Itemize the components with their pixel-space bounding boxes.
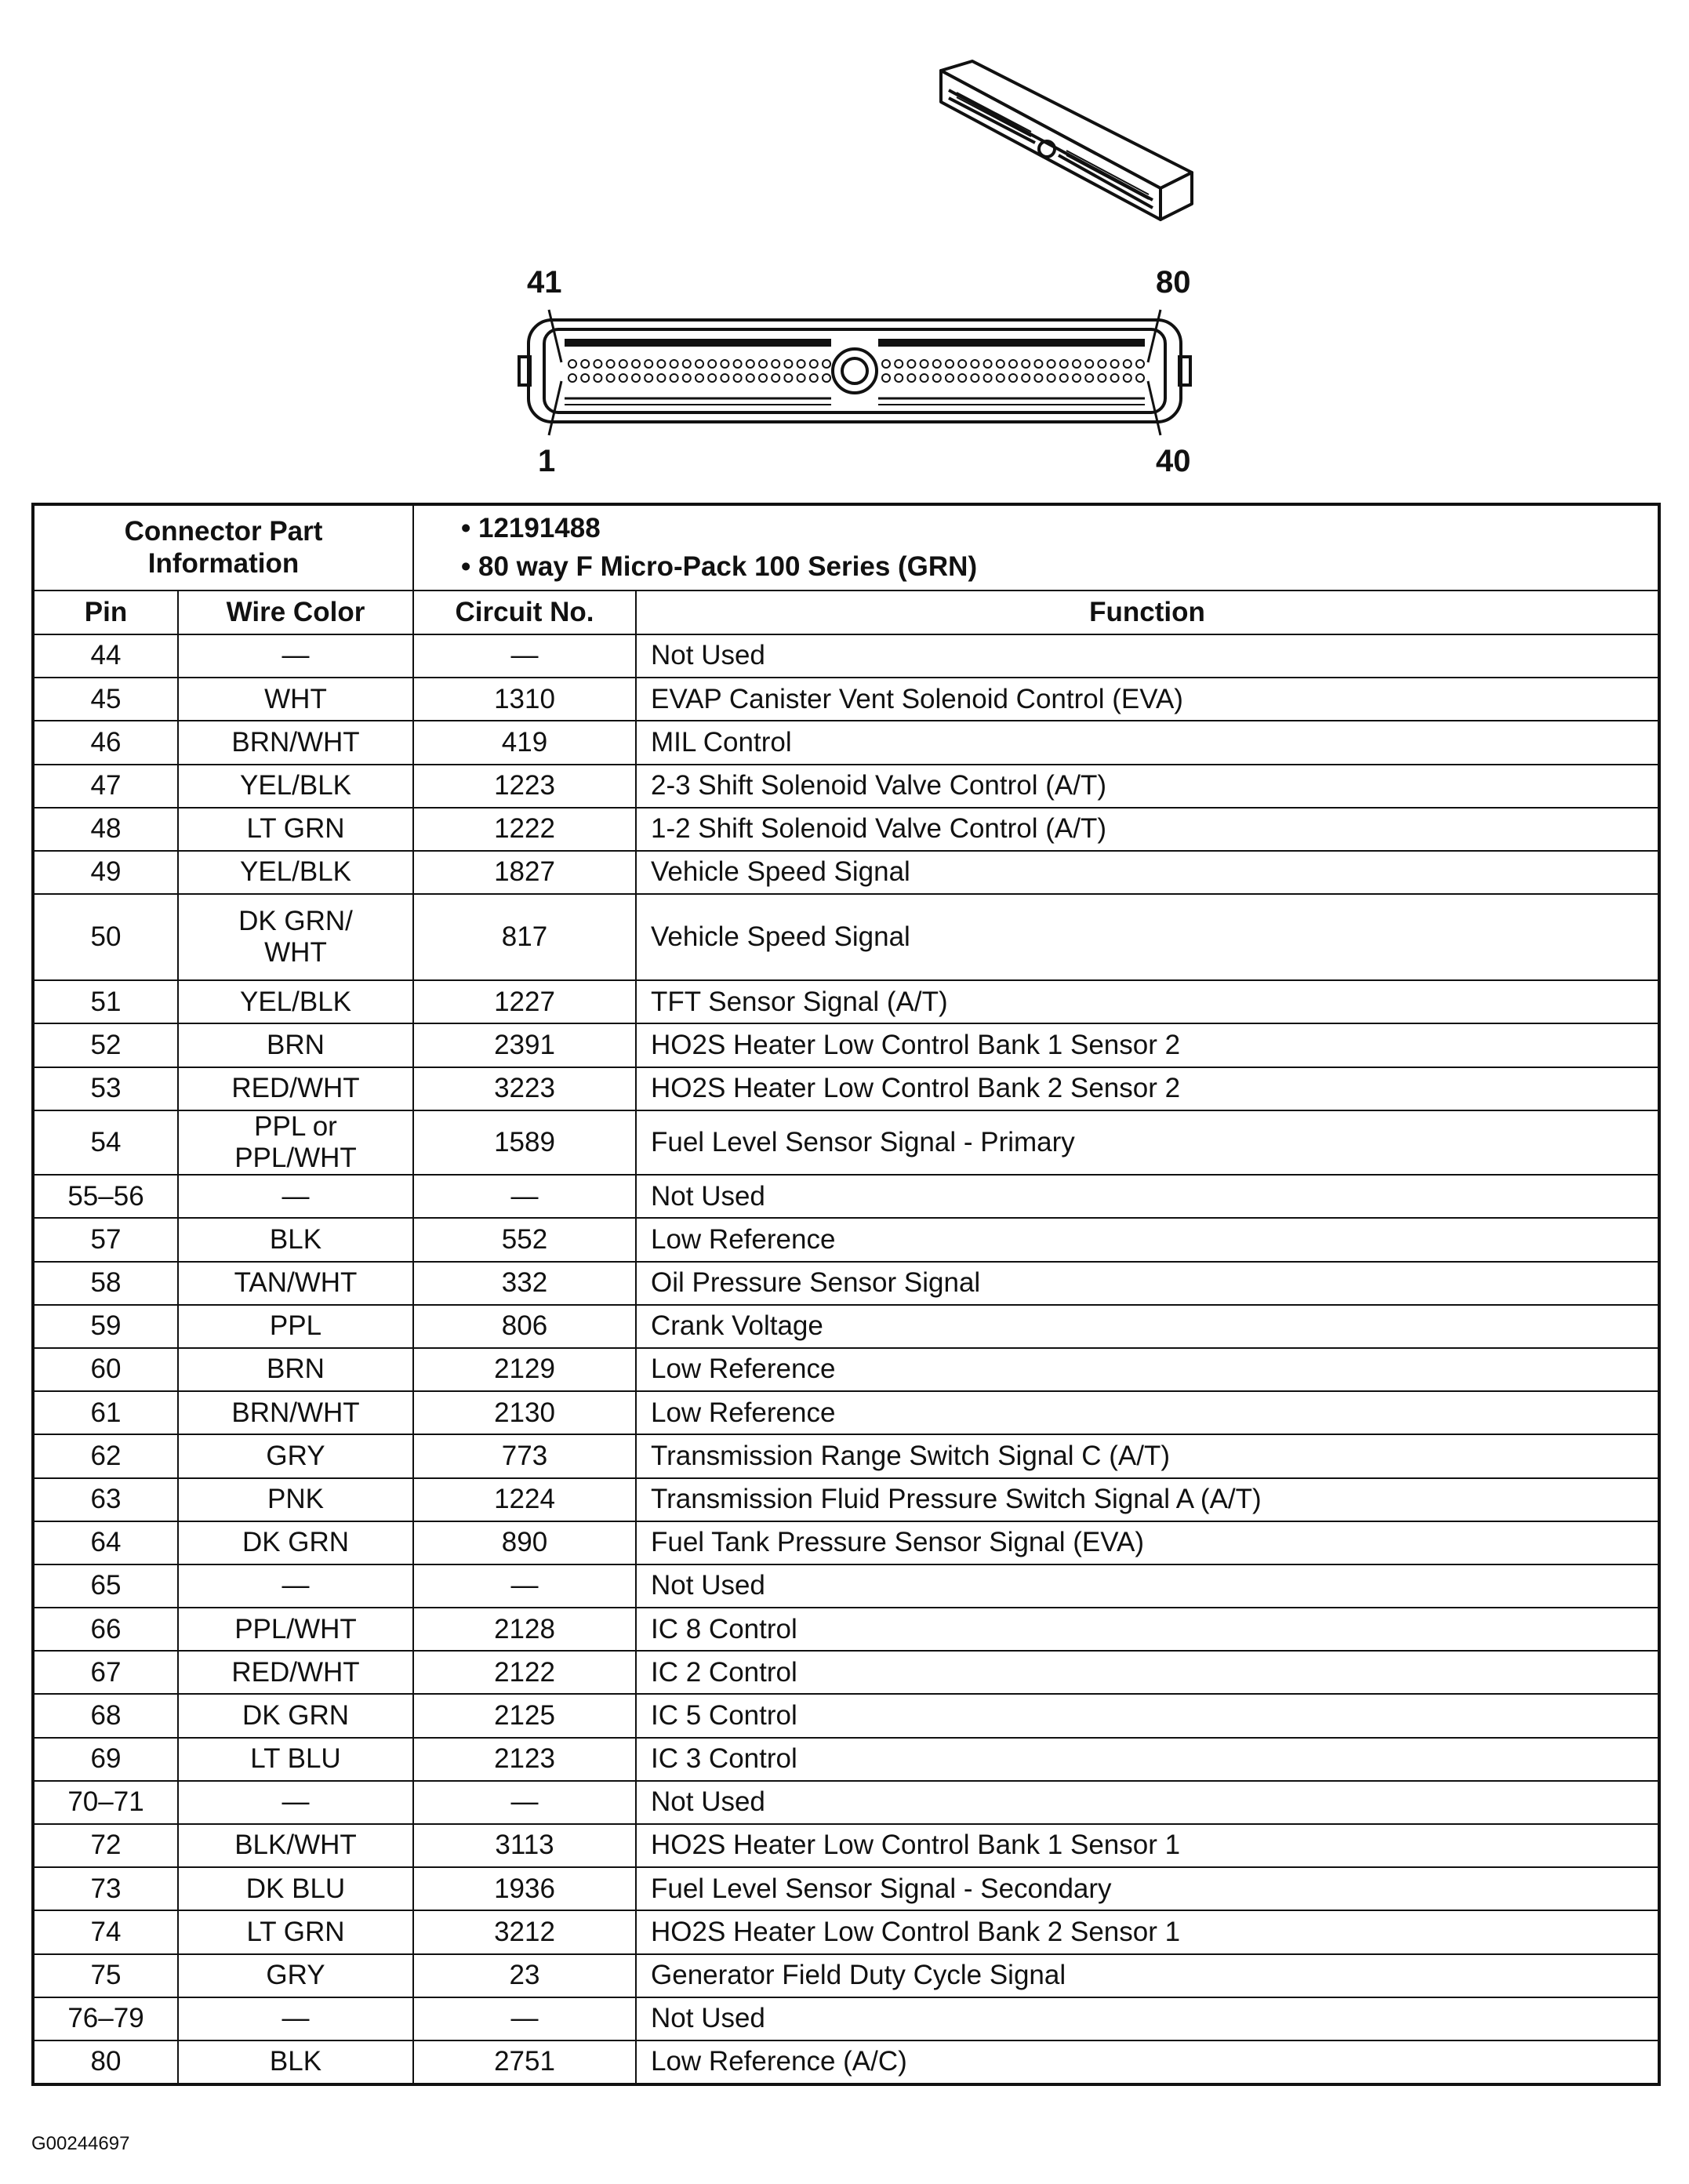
pin-cavity xyxy=(946,374,953,382)
circuit-cell: 1224 xyxy=(413,1478,636,1521)
pin-cell: 64 xyxy=(33,1521,178,1564)
wire-color-cell: BLK xyxy=(178,1218,413,1261)
pin-cavity xyxy=(997,360,1004,368)
table-row xyxy=(33,1910,1659,1953)
table-row xyxy=(33,1218,1659,1261)
function-cell: Low Reference xyxy=(636,1391,1659,1434)
pin-cavity xyxy=(797,374,805,382)
circuit-cell: 2391 xyxy=(413,1023,636,1067)
pin-cavity xyxy=(746,374,754,382)
pin-cell: 74 xyxy=(33,1910,178,1953)
column-header-circuit: Circuit No. xyxy=(413,591,636,634)
wire-color-cell: RED/WHT xyxy=(178,1067,413,1110)
pin-cell: 70–71 xyxy=(33,1781,178,1824)
circuit-cell: 1222 xyxy=(413,808,636,851)
pin-cell: 80 xyxy=(33,2040,178,2084)
table-row xyxy=(33,1608,1659,1651)
circuit-cell: — xyxy=(413,1564,636,1608)
pin-cavity xyxy=(645,360,652,368)
pin-cell: 47 xyxy=(33,765,178,808)
pin-label-41: 41 xyxy=(527,265,562,300)
function-cell: IC 2 Control xyxy=(636,1651,1659,1694)
wire-color-cell: BLK xyxy=(178,2040,413,2084)
wire-color-cell: TAN/WHT xyxy=(178,1262,413,1305)
table-row xyxy=(33,1651,1659,1694)
pin-cavity xyxy=(721,360,728,368)
function-cell: Vehicle Speed Signal xyxy=(636,851,1659,894)
pin-cell: 63 xyxy=(33,1478,178,1521)
pin-cavity xyxy=(784,360,792,368)
circuit-cell: 1589 xyxy=(413,1110,636,1176)
table-row xyxy=(33,1348,1659,1391)
pin-cavity xyxy=(958,360,966,368)
pin-cavity xyxy=(1073,360,1081,368)
function-cell: MIL Control xyxy=(636,721,1659,764)
pin-cell: 52 xyxy=(33,1023,178,1067)
connector-face-view xyxy=(518,306,1192,439)
circuit-cell: 890 xyxy=(413,1521,636,1564)
function-cell: Oil Pressure Sensor Signal xyxy=(636,1262,1659,1305)
table-row xyxy=(33,1434,1659,1477)
function-cell: Fuel Tank Pressure Sensor Signal (EVA) xyxy=(636,1521,1659,1564)
pin-label-80: 80 xyxy=(1156,265,1191,300)
connector-isometric-illustration xyxy=(925,55,1223,243)
wire-color-cell: BRN xyxy=(178,1023,413,1067)
circuit-cell: 3113 xyxy=(413,1824,636,1867)
pin-cavity xyxy=(1022,374,1030,382)
pin-cavity xyxy=(810,374,818,382)
pin-cavity xyxy=(933,374,941,382)
pin-cell: 55–56 xyxy=(33,1175,178,1218)
circuit-cell: 1227 xyxy=(413,980,636,1023)
pin-cavity xyxy=(568,374,576,382)
pin-cavity xyxy=(619,360,627,368)
pin-cavity-grid xyxy=(568,360,1144,382)
pin-cavity xyxy=(1048,374,1055,382)
function-cell: Vehicle Speed Signal xyxy=(636,894,1659,980)
function-cell: Generator Field Duty Cycle Signal xyxy=(636,1954,1659,1997)
pin-cavity xyxy=(907,374,915,382)
pin-cell: 46 xyxy=(33,721,178,764)
pin-cavity xyxy=(1034,374,1042,382)
function-cell: Low Reference xyxy=(636,1348,1659,1391)
pin-cavity xyxy=(657,360,665,368)
pin-cell: 45 xyxy=(33,678,178,721)
table-row xyxy=(33,1262,1659,1305)
pin-cell: 57 xyxy=(33,1218,178,1261)
circuit-cell: 1936 xyxy=(413,1867,636,1910)
function-cell: TFT Sensor Signal (A/T) xyxy=(636,980,1659,1023)
table-row xyxy=(33,721,1659,764)
pin-cavity xyxy=(1073,374,1081,382)
pin-cell: 73 xyxy=(33,1867,178,1910)
pin-cavity xyxy=(907,360,915,368)
pin-cell: 67 xyxy=(33,1651,178,1694)
pin-cavity xyxy=(810,360,818,368)
wire-color-cell: YEL/BLK xyxy=(178,980,413,1023)
circuit-cell: 552 xyxy=(413,1218,636,1261)
wire-color-cell: YEL/BLK xyxy=(178,765,413,808)
table-row xyxy=(33,1391,1659,1434)
column-header-pin: Pin xyxy=(33,591,178,634)
pin-cavity xyxy=(1009,360,1017,368)
table-row xyxy=(33,1067,1659,1110)
pin-cavity xyxy=(946,360,953,368)
pin-cavity xyxy=(670,374,678,382)
table-row xyxy=(33,1564,1659,1608)
pin-cavity xyxy=(772,360,779,368)
connector-part-number: • 12191488 xyxy=(461,513,601,544)
circuit-cell: 2123 xyxy=(413,1738,636,1781)
pin-cavity xyxy=(797,360,805,368)
pin-cell: 65 xyxy=(33,1564,178,1608)
pin-cell: 62 xyxy=(33,1434,178,1477)
wire-color-cell: — xyxy=(178,1564,413,1608)
circuit-cell: 1827 xyxy=(413,851,636,894)
pin-cavity xyxy=(1048,360,1055,368)
pin-cavity xyxy=(1098,374,1106,382)
function-cell: IC 8 Control xyxy=(636,1608,1659,1651)
pin-cell: 66 xyxy=(33,1608,178,1651)
pin-cavity xyxy=(921,360,928,368)
function-cell: HO2S Heater Low Control Bank 2 Sensor 2 xyxy=(636,1067,1659,1110)
function-cell: Not Used xyxy=(636,1997,1659,2040)
pin-cavity xyxy=(708,360,716,368)
wire-color-cell: GRY xyxy=(178,1954,413,1997)
pin-cell: 44 xyxy=(33,634,178,678)
pin-cavity xyxy=(632,360,640,368)
circuit-cell: 2128 xyxy=(413,1608,636,1651)
pin-label-40: 40 xyxy=(1156,444,1191,478)
function-cell: 2-3 Shift Solenoid Valve Control (A/T) xyxy=(636,765,1659,808)
pin-label-1: 1 xyxy=(538,444,556,478)
circuit-cell: 806 xyxy=(413,1305,636,1348)
pin-cavity xyxy=(1098,360,1106,368)
table-row xyxy=(33,1023,1659,1067)
circuit-cell: — xyxy=(413,1997,636,2040)
wire-color-cell: BRN xyxy=(178,1348,413,1391)
pin-cavity xyxy=(1009,374,1017,382)
table-row xyxy=(33,1521,1659,1564)
table-row xyxy=(33,1781,1659,1824)
connector-info-label xyxy=(33,504,413,591)
table-row xyxy=(33,1478,1659,1521)
pin-cell: 59 xyxy=(33,1305,178,1348)
pin-cavity xyxy=(619,374,627,382)
wire-color-cell: DK GRN xyxy=(178,1694,413,1737)
wire-color-cell: DK GRN xyxy=(178,1521,413,1564)
circuit-cell: 23 xyxy=(413,1954,636,1997)
function-cell: Fuel Level Sensor Signal - Primary xyxy=(636,1110,1659,1176)
function-cell: Crank Voltage xyxy=(636,1305,1659,1348)
function-cell: Fuel Level Sensor Signal - Secondary xyxy=(636,1867,1659,1910)
table-row xyxy=(33,2040,1659,2084)
circuit-cell: 1223 xyxy=(413,765,636,808)
pin-cell: 69 xyxy=(33,1738,178,1781)
pin-cavity xyxy=(971,360,979,368)
table-row xyxy=(33,678,1659,721)
function-cell: IC 5 Control xyxy=(636,1694,1659,1737)
circuit-cell: — xyxy=(413,1175,636,1218)
table-row xyxy=(33,1867,1659,1910)
pin-cell: 53 xyxy=(33,1067,178,1110)
function-cell: Transmission Fluid Pressure Switch Signal A (A/T) xyxy=(636,1478,1659,1521)
pin-cavity xyxy=(1034,360,1042,368)
table-row xyxy=(33,1110,1659,1176)
pin-cavity xyxy=(958,374,966,382)
circuit-cell: 817 xyxy=(413,894,636,980)
pin-cavity xyxy=(882,360,890,368)
pin-cavity xyxy=(984,360,992,368)
wire-color-cell: BRN/WHT xyxy=(178,721,413,764)
pin-cell: 50 xyxy=(33,894,178,980)
table-row xyxy=(33,851,1659,894)
pin-cavity xyxy=(882,374,890,382)
pin-cavity xyxy=(1060,360,1068,368)
connector-description: • 80 way F Micro-Pack 100 Series (GRN) xyxy=(461,551,978,582)
circuit-cell: 1310 xyxy=(413,678,636,721)
pin-cavity xyxy=(581,360,589,368)
wire-color-cell: LT BLU xyxy=(178,1738,413,1781)
table-row xyxy=(33,1175,1659,1218)
wire-color-cell: PNK xyxy=(178,1478,413,1521)
pin-cavity xyxy=(594,360,601,368)
connector-info-label-text: Connector Part Information xyxy=(124,516,323,579)
circuit-cell: — xyxy=(413,1781,636,1824)
pin-cavity xyxy=(1111,360,1119,368)
table-row xyxy=(33,634,1659,678)
circuit-cell: 2122 xyxy=(413,1651,636,1694)
table-row xyxy=(33,1824,1659,1867)
table-row xyxy=(33,1954,1659,1997)
pin-cavity xyxy=(670,360,678,368)
wire-color-cell: — xyxy=(178,1997,413,2040)
pin-cell: 49 xyxy=(33,851,178,894)
pin-cavity xyxy=(984,374,992,382)
pin-cavity xyxy=(1124,360,1131,368)
pin-cavity xyxy=(1136,360,1144,368)
table-row xyxy=(33,894,1659,980)
pin-cavity xyxy=(895,374,903,382)
circuit-cell: 3223 xyxy=(413,1067,636,1110)
pin-cavity xyxy=(759,374,767,382)
column-header-wire-color: Wire Color xyxy=(178,591,413,634)
pin-cavity xyxy=(734,360,742,368)
pin-cavity xyxy=(784,374,792,382)
function-cell: HO2S Heater Low Control Bank 1 Sensor 2 xyxy=(636,1023,1659,1067)
pin-cavity xyxy=(568,360,576,368)
pin-cavity xyxy=(997,374,1004,382)
pin-cell: 75 xyxy=(33,1954,178,1997)
table-row xyxy=(33,808,1659,851)
wire-color-cell: GRY xyxy=(178,1434,413,1477)
function-cell: Transmission Range Switch Signal C (A/T) xyxy=(636,1434,1659,1477)
wire-color-cell: — xyxy=(178,634,413,678)
pin-cell: 60 xyxy=(33,1348,178,1391)
circuit-cell: 773 xyxy=(413,1434,636,1477)
pin-cavity xyxy=(1085,360,1093,368)
pin-cavity xyxy=(721,374,728,382)
pin-cavity xyxy=(1124,374,1131,382)
pin-cavity xyxy=(708,374,716,382)
table-row xyxy=(33,765,1659,808)
table-row xyxy=(33,1738,1659,1781)
pin-cavity xyxy=(759,360,767,368)
circuit-cell: 332 xyxy=(413,1262,636,1305)
function-cell: Not Used xyxy=(636,1175,1659,1218)
pin-cavity xyxy=(632,374,640,382)
wire-color-cell: PPL/WHT xyxy=(178,1608,413,1651)
pin-cavity xyxy=(734,374,742,382)
pin-cavity xyxy=(933,360,941,368)
pin-cavity xyxy=(921,374,928,382)
wire-color-cell: WHT xyxy=(178,678,413,721)
table-row xyxy=(33,980,1659,1023)
pin-cavity xyxy=(645,374,652,382)
column-header-row xyxy=(33,591,1659,634)
circuit-cell: 2130 xyxy=(413,1391,636,1434)
pin-cell: 61 xyxy=(33,1391,178,1434)
function-cell: Low Reference xyxy=(636,1218,1659,1261)
pin-cavity xyxy=(581,374,589,382)
pin-cell: 68 xyxy=(33,1694,178,1737)
wire-color-cell: BRN/WHT xyxy=(178,1391,413,1434)
pin-cavity xyxy=(772,374,779,382)
wire-color-cell: LT GRN xyxy=(178,808,413,851)
circuit-cell: 419 xyxy=(413,721,636,764)
pin-cell: 72 xyxy=(33,1824,178,1867)
pin-cell: 54 xyxy=(33,1110,178,1176)
table-row xyxy=(33,1694,1659,1737)
wire-color-cell: — xyxy=(178,1175,413,1218)
table-row xyxy=(33,1305,1659,1348)
wire-color-cell: LT GRN xyxy=(178,1910,413,1953)
pin-cavity xyxy=(823,374,830,382)
pin-cavity xyxy=(746,360,754,368)
circuit-cell: 3212 xyxy=(413,1910,636,1953)
pinout-rows xyxy=(33,634,1659,2084)
pin-cavity xyxy=(1111,374,1119,382)
wire-color-cell: PPL or PPL/WHT xyxy=(178,1110,413,1176)
pin-cavity xyxy=(607,360,615,368)
wire-color-cell: DK GRN/ WHT xyxy=(178,894,413,980)
wire-color-cell: YEL/BLK xyxy=(178,851,413,894)
figure-code: G00244697 xyxy=(31,2133,130,2154)
circuit-cell: 2751 xyxy=(413,2040,636,2084)
function-cell: HO2S Heater Low Control Bank 1 Sensor 1 xyxy=(636,1824,1659,1867)
circuit-cell: — xyxy=(413,634,636,678)
pin-cell: 48 xyxy=(33,808,178,851)
pin-cavity xyxy=(1085,374,1093,382)
wire-color-cell: PPL xyxy=(178,1305,413,1348)
pin-cavity xyxy=(696,360,703,368)
pin-cavity xyxy=(895,360,903,368)
pin-cavity xyxy=(1022,360,1030,368)
pin-cavity xyxy=(607,374,615,382)
pin-cell: 76–79 xyxy=(33,1997,178,2040)
function-cell: Low Reference (A/C) xyxy=(636,2040,1659,2084)
circuit-cell: 2125 xyxy=(413,1694,636,1737)
pin-cavity xyxy=(823,360,830,368)
connector-info-row xyxy=(33,504,1659,591)
pinout-table xyxy=(31,503,1661,2086)
column-header-function: Function xyxy=(636,591,1659,634)
connector-info-points xyxy=(413,504,1659,591)
function-cell: Not Used xyxy=(636,634,1659,678)
pin-cavity xyxy=(971,374,979,382)
function-cell: EVAP Canister Vent Solenoid Control (EVA) xyxy=(636,678,1659,721)
pin-cavity xyxy=(657,374,665,382)
pin-cell: 51 xyxy=(33,980,178,1023)
wire-color-cell: — xyxy=(178,1781,413,1824)
pin-cavity xyxy=(1136,374,1144,382)
pin-cavity xyxy=(696,374,703,382)
pin-cavity xyxy=(1060,374,1068,382)
function-cell: 1-2 Shift Solenoid Valve Control (A/T) xyxy=(636,808,1659,851)
table-row xyxy=(33,1997,1659,2040)
circuit-cell: 2129 xyxy=(413,1348,636,1391)
function-cell: Not Used xyxy=(636,1781,1659,1824)
pin-cell: 58 xyxy=(33,1262,178,1305)
pin-cavity xyxy=(683,374,691,382)
function-cell: IC 3 Control xyxy=(636,1738,1659,1781)
pin-cavity xyxy=(683,360,691,368)
wire-color-cell: DK BLU xyxy=(178,1867,413,1910)
wire-color-cell: RED/WHT xyxy=(178,1651,413,1694)
function-cell: HO2S Heater Low Control Bank 2 Sensor 1 xyxy=(636,1910,1659,1953)
function-cell: Not Used xyxy=(636,1564,1659,1608)
wire-color-cell: BLK/WHT xyxy=(178,1824,413,1867)
pin-cavity xyxy=(594,374,601,382)
